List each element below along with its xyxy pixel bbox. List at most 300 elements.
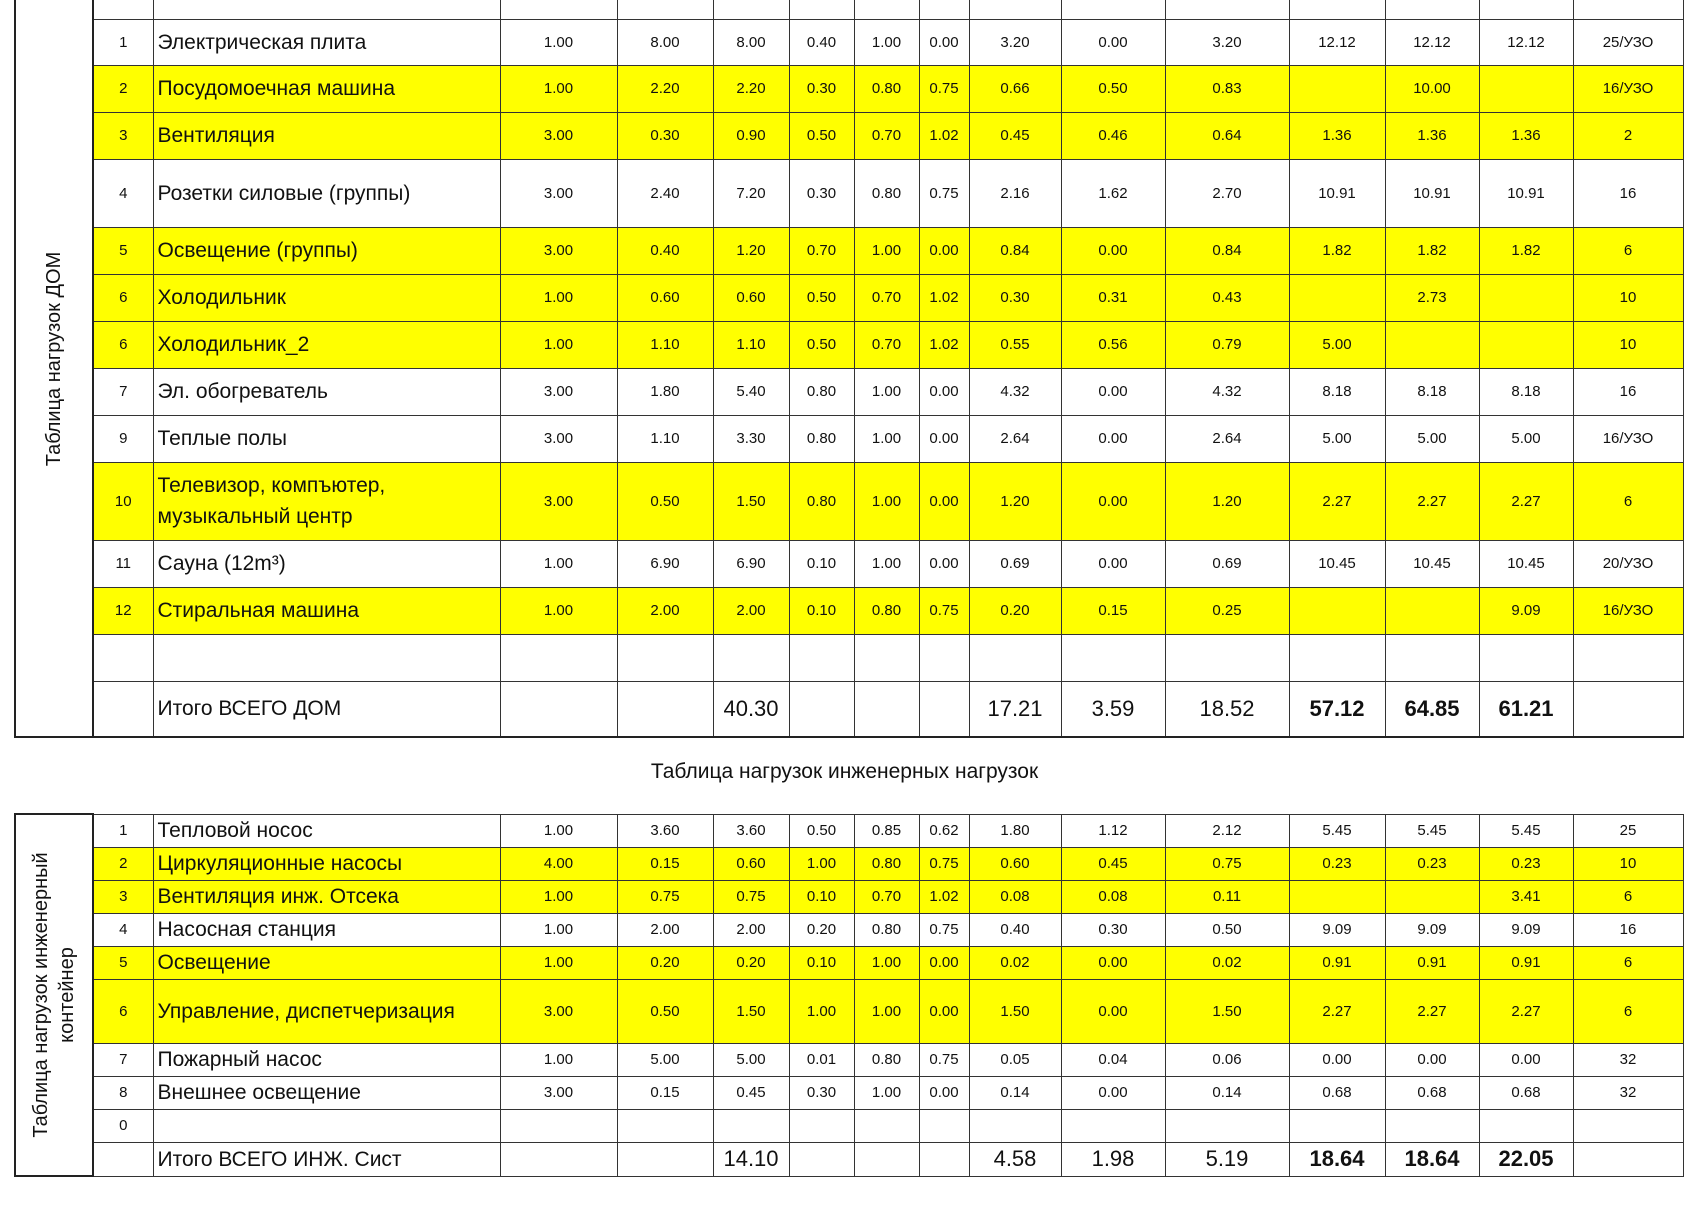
row-number: 7 [93,1043,153,1076]
value-cell [1289,880,1385,913]
header-row [15,0,1683,19]
value-cell: 0.00 [1061,462,1165,540]
value-cell [1385,1109,1479,1142]
header-cell [617,0,713,19]
value-cell: 0.00 [1385,1043,1479,1076]
value-cell: 0.80 [854,587,919,634]
load-name: Сауна (12m³) [153,540,500,587]
value-cell: 1.00 [500,19,617,65]
value-cell: 1.10 [617,321,713,368]
value-cell: 6 [1573,880,1683,913]
table-row [15,112,1683,159]
value-cell: 1.82 [1385,227,1479,274]
value-cell: 0.84 [1165,227,1289,274]
load-name: Освещение [153,946,500,979]
value-cell: 1.36 [1385,112,1479,159]
load-name: Розетки силовые (группы) [153,159,500,227]
value-cell: 0.15 [617,847,713,880]
value-cell: 1.50 [969,979,1061,1043]
total-value-cell [919,1142,969,1176]
value-cell [1385,880,1479,913]
total-value-cell: 3.59 [1061,681,1165,737]
value-cell: 1.02 [919,274,969,321]
value-cell: 3.00 [500,159,617,227]
value-cell: 3.00 [500,415,617,462]
value-cell: 1.02 [919,112,969,159]
table-row [15,159,1683,227]
value-cell: 0.10 [789,587,854,634]
total-value-cell [617,681,713,737]
value-cell [1061,634,1165,681]
value-cell: 0.00 [919,979,969,1043]
load-name: Внешнее освещение [153,1076,500,1109]
load-name: Эл. обогреватель [153,368,500,415]
value-cell [919,1109,969,1142]
load-name: Холодильник_2 [153,321,500,368]
value-cell: 2.27 [1479,462,1573,540]
value-cell: 1.00 [854,462,919,540]
total-row [15,1142,1683,1176]
value-cell: 0.80 [854,1043,919,1076]
value-cell: 9.09 [1289,913,1385,946]
row-number: 2 [93,847,153,880]
value-cell [1061,1109,1165,1142]
value-cell: 0.00 [919,1076,969,1109]
value-cell: 2.64 [1165,415,1289,462]
row-number: 5 [93,946,153,979]
value-cell: 0.20 [713,946,789,979]
value-cell: 3.60 [713,814,789,847]
value-cell: 1.02 [919,880,969,913]
table-row [15,65,1683,112]
value-cell: 0.08 [969,880,1061,913]
value-cell: 1.36 [1289,112,1385,159]
value-cell: 0.00 [1061,368,1165,415]
value-cell: 1.00 [500,274,617,321]
value-cell: 0.60 [969,847,1061,880]
value-cell: 1.00 [854,227,919,274]
value-cell: 0.11 [1165,880,1289,913]
value-cell: 1.50 [713,979,789,1043]
value-cell [1385,634,1479,681]
value-cell [1289,274,1385,321]
header-cell [93,0,153,19]
total-number-cell [93,681,153,737]
value-cell: 0.00 [1479,1043,1573,1076]
value-cell: 1.36 [1479,112,1573,159]
header-cell [1479,0,1573,19]
value-cell: 0.75 [1165,847,1289,880]
value-cell: 4.32 [1165,368,1289,415]
value-cell: 0.30 [789,159,854,227]
value-cell [1289,587,1385,634]
load-name: Холодильник [153,274,500,321]
total-value-cell: 18.52 [1165,681,1289,737]
row-number: 4 [93,159,153,227]
value-cell: 12.12 [1479,19,1573,65]
value-cell: 0.70 [854,112,919,159]
value-cell: 2.12 [1165,814,1289,847]
value-cell: 0.91 [1479,946,1573,979]
value-cell: 0.02 [969,946,1061,979]
load-name [153,634,500,681]
value-cell: 2.00 [713,913,789,946]
value-cell: 0.15 [617,1076,713,1109]
header-cell [713,0,789,19]
value-cell: 0.15 [1061,587,1165,634]
header-cell [854,0,919,19]
table-row [15,946,1683,979]
value-cell: 16 [1573,368,1683,415]
value-cell: 0.75 [919,587,969,634]
value-cell: 0.00 [1061,979,1165,1043]
value-cell: 0.91 [1289,946,1385,979]
value-cell: 0.50 [789,814,854,847]
value-cell: 2.20 [617,65,713,112]
value-cell: 10.91 [1385,159,1479,227]
total-value-cell: 14.10 [713,1142,789,1176]
value-cell: 0.20 [789,913,854,946]
value-cell: 6.90 [713,540,789,587]
value-cell: 0.68 [1479,1076,1573,1109]
value-cell: 0.83 [1165,65,1289,112]
value-cell: 16/УЗО [1573,415,1683,462]
value-cell: 1.00 [789,979,854,1043]
total-value-cell: 61.21 [1479,681,1573,737]
value-cell: 0.69 [1165,540,1289,587]
row-number: 9 [93,415,153,462]
total-value-cell [617,1142,713,1176]
value-cell: 2 [1573,112,1683,159]
value-cell: 5.00 [1479,415,1573,462]
value-cell: 9.09 [1479,587,1573,634]
value-cell: 8.00 [713,19,789,65]
value-cell: 0.66 [969,65,1061,112]
load-name: Стиральная машина [153,587,500,634]
value-cell: 0.91 [1385,946,1479,979]
side-label-text: Таблица нагрузок ДОМ [43,251,65,467]
value-cell: 0.43 [1165,274,1289,321]
value-cell [1289,65,1385,112]
value-cell: 0.50 [617,462,713,540]
value-cell: 8.00 [617,19,713,65]
value-cell: 2.64 [969,415,1061,462]
value-cell [969,634,1061,681]
value-cell: 10.45 [1479,540,1573,587]
value-cell: 0.60 [713,274,789,321]
total-label: Итого ВСЕГО ДОМ [153,681,500,737]
value-cell: 1.00 [500,1043,617,1076]
value-cell: 2.27 [1479,979,1573,1043]
value-cell: 1.00 [500,913,617,946]
row-number: 4 [93,913,153,946]
row-number: 3 [93,880,153,913]
table-row [15,462,1683,540]
engineering-table-caption: Таблица нагрузок инженерных нагрузок [650,760,1039,783]
value-cell: 0.55 [969,321,1061,368]
load-name: Управление, диспетчеризация [153,979,500,1043]
row-number: 1 [93,814,153,847]
value-cell: 1.00 [500,587,617,634]
value-cell: 2.70 [1165,159,1289,227]
value-cell: 0.30 [789,1076,854,1109]
value-cell: 1.00 [854,946,919,979]
value-cell: 0.50 [789,274,854,321]
row-number: 6 [93,321,153,368]
total-value-cell: 5.19 [1165,1142,1289,1176]
total-value-cell: 22.05 [1479,1142,1573,1176]
value-cell: 6 [1573,979,1683,1043]
value-cell: 3.00 [500,227,617,274]
value-cell: 5.45 [1479,814,1573,847]
value-cell: 0.00 [1061,19,1165,65]
header-cell [1573,0,1683,19]
value-cell [969,1109,1061,1142]
load-name: Освещение (группы) [153,227,500,274]
value-cell: 12.12 [1385,19,1479,65]
header-cell [969,0,1061,19]
value-cell: 1.82 [1289,227,1385,274]
value-cell: 2.27 [1385,462,1479,540]
value-cell [1165,1109,1289,1142]
total-value-cell [854,1142,919,1176]
value-cell: 1.62 [1061,159,1165,227]
value-cell [854,1109,919,1142]
load-name: Пожарный насос [153,1043,500,1076]
header-cell [153,0,500,19]
value-cell: 0.00 [1289,1043,1385,1076]
value-cell: 3.30 [713,415,789,462]
total-value-cell [500,1142,617,1176]
value-cell: 25 [1573,814,1683,847]
row-number: 11 [93,540,153,587]
total-value-cell: 18.64 [1385,1142,1479,1176]
value-cell: 4.00 [500,847,617,880]
value-cell [617,1109,713,1142]
value-cell: 25/УЗО [1573,19,1683,65]
value-cell: 0.20 [617,946,713,979]
value-cell: 0.23 [1289,847,1385,880]
value-cell: 0.90 [713,112,789,159]
value-cell: 0.70 [789,227,854,274]
value-cell [1385,321,1479,368]
value-cell: 0.75 [919,913,969,946]
value-cell: 0.68 [1289,1076,1385,1109]
load-name: Вентиляция [153,112,500,159]
value-cell: 1.20 [1165,462,1289,540]
header-cell [500,0,617,19]
value-cell: 0.00 [919,462,969,540]
value-cell: 0.75 [713,880,789,913]
value-cell: 0.50 [789,321,854,368]
side-label-line-1: Таблица нагрузок инженерный [30,852,52,1138]
value-cell: 0.80 [789,368,854,415]
table-row [15,913,1683,946]
value-cell: 0.00 [1061,415,1165,462]
value-cell [1479,65,1573,112]
row-number: 6 [93,979,153,1043]
value-cell: 0.70 [854,880,919,913]
value-cell: 6 [1573,462,1683,540]
value-cell: 5.00 [617,1043,713,1076]
value-cell: 1.82 [1479,227,1573,274]
value-cell: 20/УЗО [1573,540,1683,587]
table-row [15,368,1683,415]
value-cell: 0.80 [854,65,919,112]
total-label: Итого ВСЕГО ИНЖ. Сист [153,1142,500,1176]
value-cell: 0.80 [789,462,854,540]
value-cell: 6 [1573,227,1683,274]
row-number: 7 [93,368,153,415]
value-cell: 1.00 [854,19,919,65]
value-cell: 3.41 [1479,880,1573,913]
total-value-cell [1573,1142,1683,1176]
value-cell: 1.00 [789,847,854,880]
table-row [15,1076,1683,1109]
value-cell: 0.30 [1061,913,1165,946]
value-cell: 16 [1573,913,1683,946]
value-cell: 0.00 [1061,227,1165,274]
value-cell: 1.10 [617,415,713,462]
value-cell [854,634,919,681]
engineering-load-table [14,813,1684,1177]
value-cell: 6.90 [617,540,713,587]
table-row [15,1043,1683,1076]
value-cell [713,634,789,681]
value-cell: 0.45 [969,112,1061,159]
total-value-cell [1573,681,1683,737]
value-cell [919,634,969,681]
value-cell: 0.30 [969,274,1061,321]
value-cell: 5.40 [713,368,789,415]
value-cell: 8.18 [1289,368,1385,415]
table-row [15,415,1683,462]
value-cell [1573,1109,1683,1142]
value-cell: 10 [1573,274,1683,321]
load-name: Посудомоечная машина [153,65,500,112]
value-cell: 2.00 [713,587,789,634]
load-name [153,1109,500,1142]
value-cell: 0.80 [789,415,854,462]
value-cell: 0.10 [789,880,854,913]
value-cell [1479,274,1573,321]
value-cell: 0.80 [854,847,919,880]
value-cell: 6 [1573,946,1683,979]
value-cell: 5.00 [1289,415,1385,462]
total-value-cell: 17.21 [969,681,1061,737]
value-cell: 0.70 [854,274,919,321]
header-cell [1289,0,1385,19]
table-row [15,880,1683,913]
value-cell [1165,634,1289,681]
value-cell [789,634,854,681]
value-cell: 0.85 [854,814,919,847]
value-cell: 2.27 [1289,462,1385,540]
value-cell: 1.00 [500,65,617,112]
value-cell [1479,1109,1573,1142]
total-value-cell: 4.58 [969,1142,1061,1176]
value-cell: 0.64 [1165,112,1289,159]
value-cell: 16/УЗО [1573,587,1683,634]
value-cell: 0.30 [617,112,713,159]
value-cell: 0.14 [1165,1076,1289,1109]
value-cell: 0.50 [789,112,854,159]
value-cell: 32 [1573,1043,1683,1076]
value-cell: 0.00 [919,415,969,462]
value-cell: 4.32 [969,368,1061,415]
value-cell: 3.00 [500,1076,617,1109]
value-cell: 32 [1573,1076,1683,1109]
value-cell: 0.23 [1385,847,1479,880]
value-cell: 2.27 [1385,979,1479,1043]
value-cell: 2.73 [1385,274,1479,321]
value-cell: 2.00 [617,913,713,946]
value-cell: 0.56 [1061,321,1165,368]
house-load-table [14,0,1684,738]
value-cell: 1.12 [1061,814,1165,847]
value-cell: 1.00 [500,540,617,587]
value-cell: 1.10 [713,321,789,368]
value-cell: 0.84 [969,227,1061,274]
value-cell: 9.09 [1385,913,1479,946]
value-cell: 16 [1573,159,1683,227]
value-cell: 0.45 [713,1076,789,1109]
value-cell: 0.23 [1479,847,1573,880]
value-cell: 16/УЗО [1573,65,1683,112]
row-number [93,634,153,681]
value-cell [500,634,617,681]
value-cell: 0.69 [969,540,1061,587]
value-cell [1479,321,1573,368]
value-cell: 10.00 [1385,65,1479,112]
total-value-cell [854,681,919,737]
value-cell: 3.00 [500,462,617,540]
table-row [15,227,1683,274]
table-row [15,1109,1683,1142]
value-cell: 0.02 [1165,946,1289,979]
value-cell: 10.45 [1385,540,1479,587]
value-cell: 0.00 [1061,540,1165,587]
value-cell: 0.14 [969,1076,1061,1109]
row-number: 12 [93,587,153,634]
value-cell: 0.75 [919,1043,969,1076]
value-cell: 2.00 [617,587,713,634]
value-cell: 0.50 [1165,913,1289,946]
value-cell: 0.50 [617,979,713,1043]
value-cell: 0.46 [1061,112,1165,159]
value-cell: 3.60 [617,814,713,847]
load-name: Тепловой носос [153,814,500,847]
value-cell: 0.08 [1061,880,1165,913]
load-name: Циркуляционные насосы [153,847,500,880]
value-cell: 0.40 [617,227,713,274]
table-side-label [15,814,93,1176]
value-cell: 1.00 [854,1076,919,1109]
value-cell: 0.80 [854,913,919,946]
value-cell: 2.27 [1289,979,1385,1043]
table-row [15,587,1683,634]
value-cell: 8.18 [1479,368,1573,415]
value-cell: 10.45 [1289,540,1385,587]
load-name: Насосная станция [153,913,500,946]
row-number: 8 [93,1076,153,1109]
value-cell: 0.20 [969,587,1061,634]
total-value-cell [789,1142,854,1176]
value-cell: 9.09 [1479,913,1573,946]
value-cell: 0.06 [1165,1043,1289,1076]
value-cell: 0.00 [919,946,969,979]
value-cell [1479,634,1573,681]
